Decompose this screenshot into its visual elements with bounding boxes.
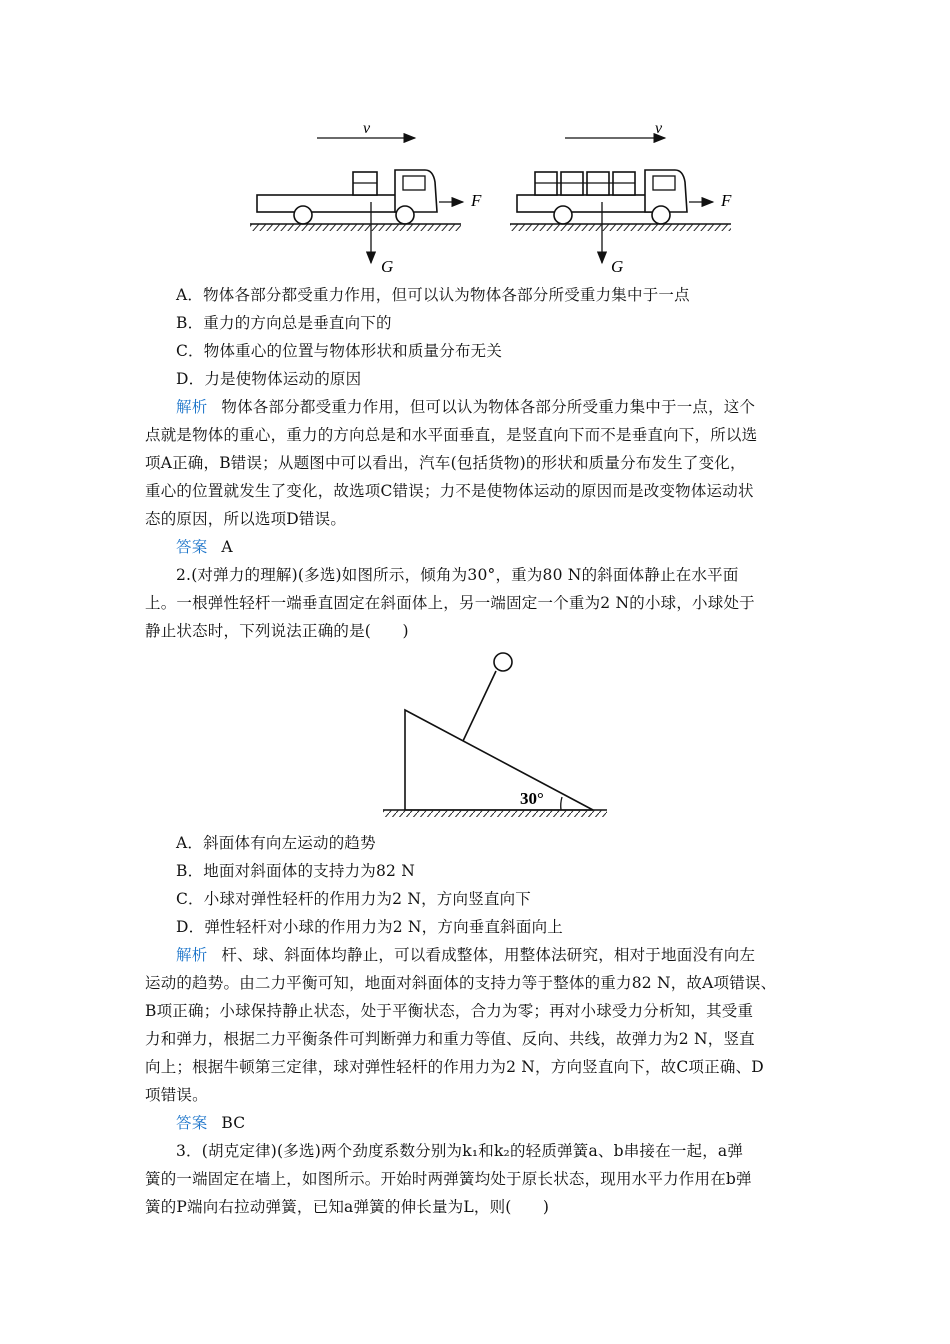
- answer-label: 答案: [176, 538, 208, 556]
- q1-option-c: C．物体重心的位置与物体形状和质量分布无关: [176, 342, 503, 360]
- q1-option-d: D．力是使物体运动的原因: [176, 370, 362, 388]
- q3-stem-line: 3．(胡克定律)(多选)两个劲度系数分别为k₁和k₂的轻质弹簧a、b串接在一起，a弹: [176, 1142, 744, 1160]
- velocity-label: v: [363, 120, 371, 137]
- q2-analysis-line: 解析 杆、球、斜面体均静止，可以看成整体，用整体法研究，相对于地面没有向左: [176, 946, 756, 964]
- elastic-rod: [463, 671, 496, 741]
- q2-analysis-line: 项错误。: [145, 1086, 208, 1104]
- q2-analysis-line: 运动的趋势。由二力平衡可知，地面对斜面体的支持力等于整体的重力82 N，故A项错误、: [145, 974, 777, 992]
- q2-option-c: C．小球对弹性轻杆的作用力为2 N，方向竖直向下: [176, 890, 532, 908]
- answer-label: 答案: [176, 1114, 208, 1132]
- q3-stem-line: 簧的P端向右拉动弹簧，已知a弹簧的伸长量为L，则( ): [145, 1198, 550, 1216]
- analysis-label: 解析: [176, 946, 208, 964]
- answer-value: A: [221, 538, 233, 556]
- truck-right: [510, 120, 732, 276]
- q2-option-d: D．弹性轻杆对小球的作用力为2 N，方向垂直斜面向上: [176, 918, 563, 936]
- q2-option-a: A．斜面体有向左运动的趋势: [176, 834, 376, 852]
- q2-answer: [176, 1113, 846, 1133]
- q1-analysis-line: 解析 物体各部分都受重力作用，但可以认为物体各部分所受重力集中于一点，这个: [176, 398, 756, 416]
- ball: [494, 653, 512, 671]
- q2-analysis-line: B项正确；小球保持静止状态，处于平衡状态，合力为零；再对小球受力分析知，其受重: [145, 1002, 754, 1020]
- q1-option-a: A．物体各部分都受重力作用，但可以认为物体各部分所受重力集中于一点: [176, 286, 690, 304]
- q1-answer: [176, 537, 846, 557]
- answer-value: BC: [221, 1114, 246, 1132]
- analysis-label: 解析: [176, 398, 208, 416]
- q2-analysis-line: 向上；根据牛顿第三定律，球对弹性轻杆的作用力为2 N，方向竖直向下，故C项正确、D: [145, 1058, 764, 1076]
- velocity-label: v: [655, 120, 663, 137]
- q1-analysis-line: 态的原因，所以选项D错误。: [145, 510, 347, 528]
- q2-stem-line: 上。一根弹性轻杆一端垂直固定在斜面体上，另一端固定一个重为2 N的小球，小球处于: [145, 594, 755, 612]
- q2-analysis-line: 力和弹力，根据二力平衡条件可判断弹力和重力等值、反向、共线，故弹力为2 N，竖直: [145, 1030, 755, 1048]
- q2-stem-line: 2.(对弹力的理解)(多选)如图所示，倾角为30°，重为80 N的斜面体静止在水平面: [176, 566, 739, 584]
- q3-stem-line: 簧的一端固定在墙上，如图所示。开始时两弹簧均处于原长状态，现用水平力作用在b弹: [145, 1170, 752, 1188]
- angle-label: 30°: [520, 789, 544, 808]
- force-label: F: [471, 191, 482, 210]
- q2-stem-line: 静止状态时，下列说法正确的是( ): [145, 622, 409, 640]
- q1-analysis-line: 项A正确，B错误；从题图中可以看出，汽车(包括货物)的形状和质量分布发生了变化，: [145, 454, 746, 472]
- q1-analysis-line: 重心的位置就发生了变化，故选项C错误；力不是使物体运动的原因而是改变物体运动状: [145, 482, 754, 500]
- incline-figure: [375, 645, 615, 820]
- gravity-label: G: [611, 257, 624, 276]
- q1-analysis-line: 点就是物体的重心，重力的方向总是和水平面垂直，是竖直向下而不是垂直向下，所以选: [145, 426, 758, 444]
- truck-figure: [245, 120, 765, 280]
- incline-block: [405, 710, 593, 810]
- gravity-label: G: [381, 257, 394, 276]
- q1-option-b: B．重力的方向总是垂直向下的: [176, 314, 392, 332]
- truck-left: [250, 120, 482, 276]
- force-label: F: [721, 191, 732, 210]
- q2-option-b: B．地面对斜面体的支持力为82 N: [176, 862, 416, 880]
